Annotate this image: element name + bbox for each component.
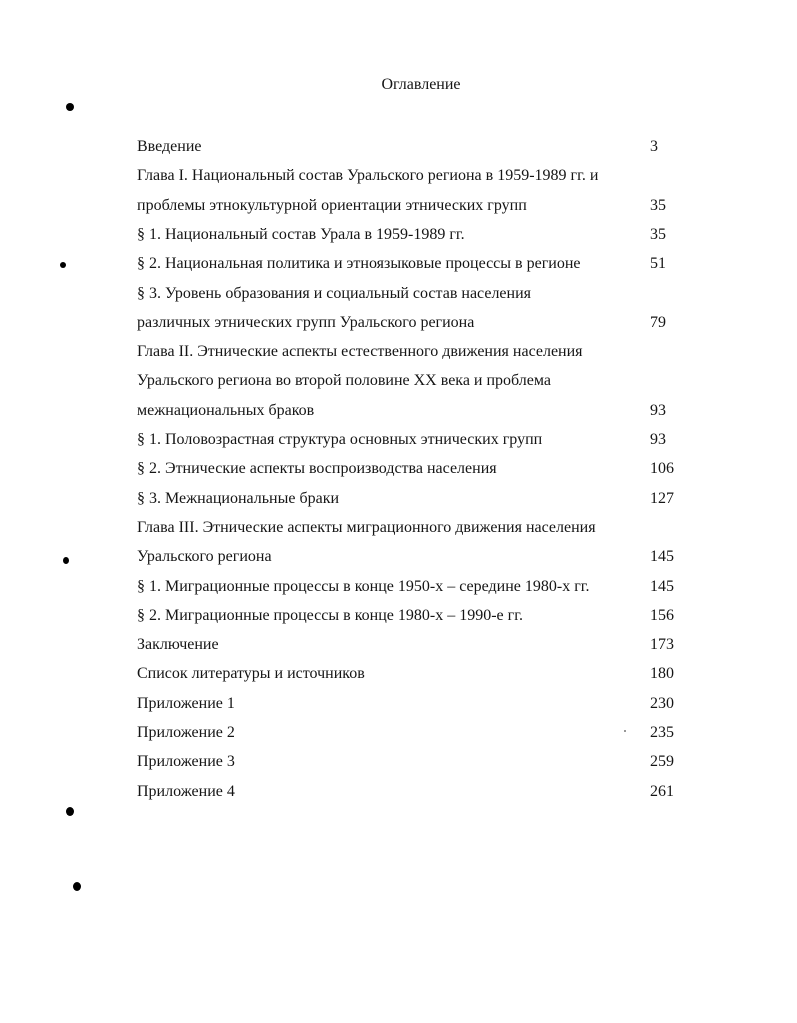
toc-entry-page: 79: [650, 314, 666, 331]
toc-entry-text: Список литературы и источников: [137, 665, 365, 682]
toc-entry-page: 127: [650, 490, 674, 507]
toc-entry-text: Введение: [137, 138, 202, 155]
toc-entry-page: 145: [650, 548, 674, 565]
toc-entry-page: 259: [650, 753, 674, 770]
toc-entry-text: проблемы этнокультурной ориентации этнических групп: [137, 197, 527, 214]
binder-hole-mark: [63, 557, 69, 564]
toc-entry-page: 106: [650, 460, 674, 477]
toc-entry-text: § 1. Национальный состав Урала в 1959-1989 гг.: [137, 226, 465, 243]
toc-entry-text: § 3. Уровень образования и социальный состав населения: [137, 285, 532, 302]
toc-entry-text: § 1. Миграционные процессы в конце 1950-х – середине 1980-х гг.: [137, 578, 590, 595]
toc-entry-page: 145: [650, 578, 674, 595]
toc-entry-text: § 2. Этнические аспекты воспроизводства населения: [137, 460, 497, 477]
toc-entry-page: 173: [650, 636, 674, 653]
toc-entry-text: Глава I. Национальный состав Уральского региона в 1959-1989 гг. и: [137, 167, 599, 184]
toc-entry-text: § 2. Миграционные процессы в конце 1980-х – 1990-е гг.: [137, 607, 523, 624]
toc-entry-text: § 1. Половозрастная структура основных этнических групп: [137, 431, 543, 448]
toc-entry-page: 180: [650, 665, 674, 682]
toc-entry-text: различных этнических групп Уральского региона: [137, 314, 475, 331]
toc-entry-text: § 2. Национальная политика и этноязыковые процессы в регионе: [137, 255, 581, 272]
toc-entry-text: § 3. Межнациональные браки: [137, 490, 340, 507]
toc-entry-page: 93: [650, 431, 666, 448]
binder-hole-mark: [60, 262, 66, 268]
toc-entry-page: 51: [650, 255, 666, 272]
toc-entry-text: межнациональных браков: [137, 402, 315, 419]
toc-entry-text: Глава III. Этнические аспекты миграционного движения населения: [137, 519, 596, 536]
toc-entry-page: 93: [650, 402, 666, 419]
toc-entry-page: 230: [650, 695, 674, 712]
binder-hole-mark: [66, 103, 74, 111]
binder-hole-mark: [73, 882, 81, 891]
toc-entry-page: 35: [650, 226, 666, 243]
toc-entry-page: 261: [650, 783, 674, 800]
toc-entry-text: Уральского региона: [137, 548, 272, 565]
toc-entry-page: 156: [650, 607, 674, 624]
toc-entry-text: Приложение 3: [137, 753, 235, 770]
toc-entry-text: Глава II. Этнические аспекты естественного движения населения: [137, 343, 583, 360]
toc-entry-text: Приложение 1: [137, 695, 235, 712]
toc-entry-page: 3: [650, 138, 658, 155]
toc-entry-text: Приложение 2: [137, 724, 235, 741]
scan-speck: [624, 730, 626, 732]
toc-entry-page: 235: [650, 724, 674, 741]
toc-entry-text: Уральского региона во второй половине XX века и проблема: [137, 372, 551, 389]
toc-entry-text: Приложение 4: [137, 783, 235, 800]
toc-entry-text: Заключение: [137, 636, 219, 653]
binder-hole-mark: [66, 807, 74, 816]
toc-entry-page: 35: [650, 197, 666, 214]
page-title: Оглавление: [381, 76, 461, 93]
